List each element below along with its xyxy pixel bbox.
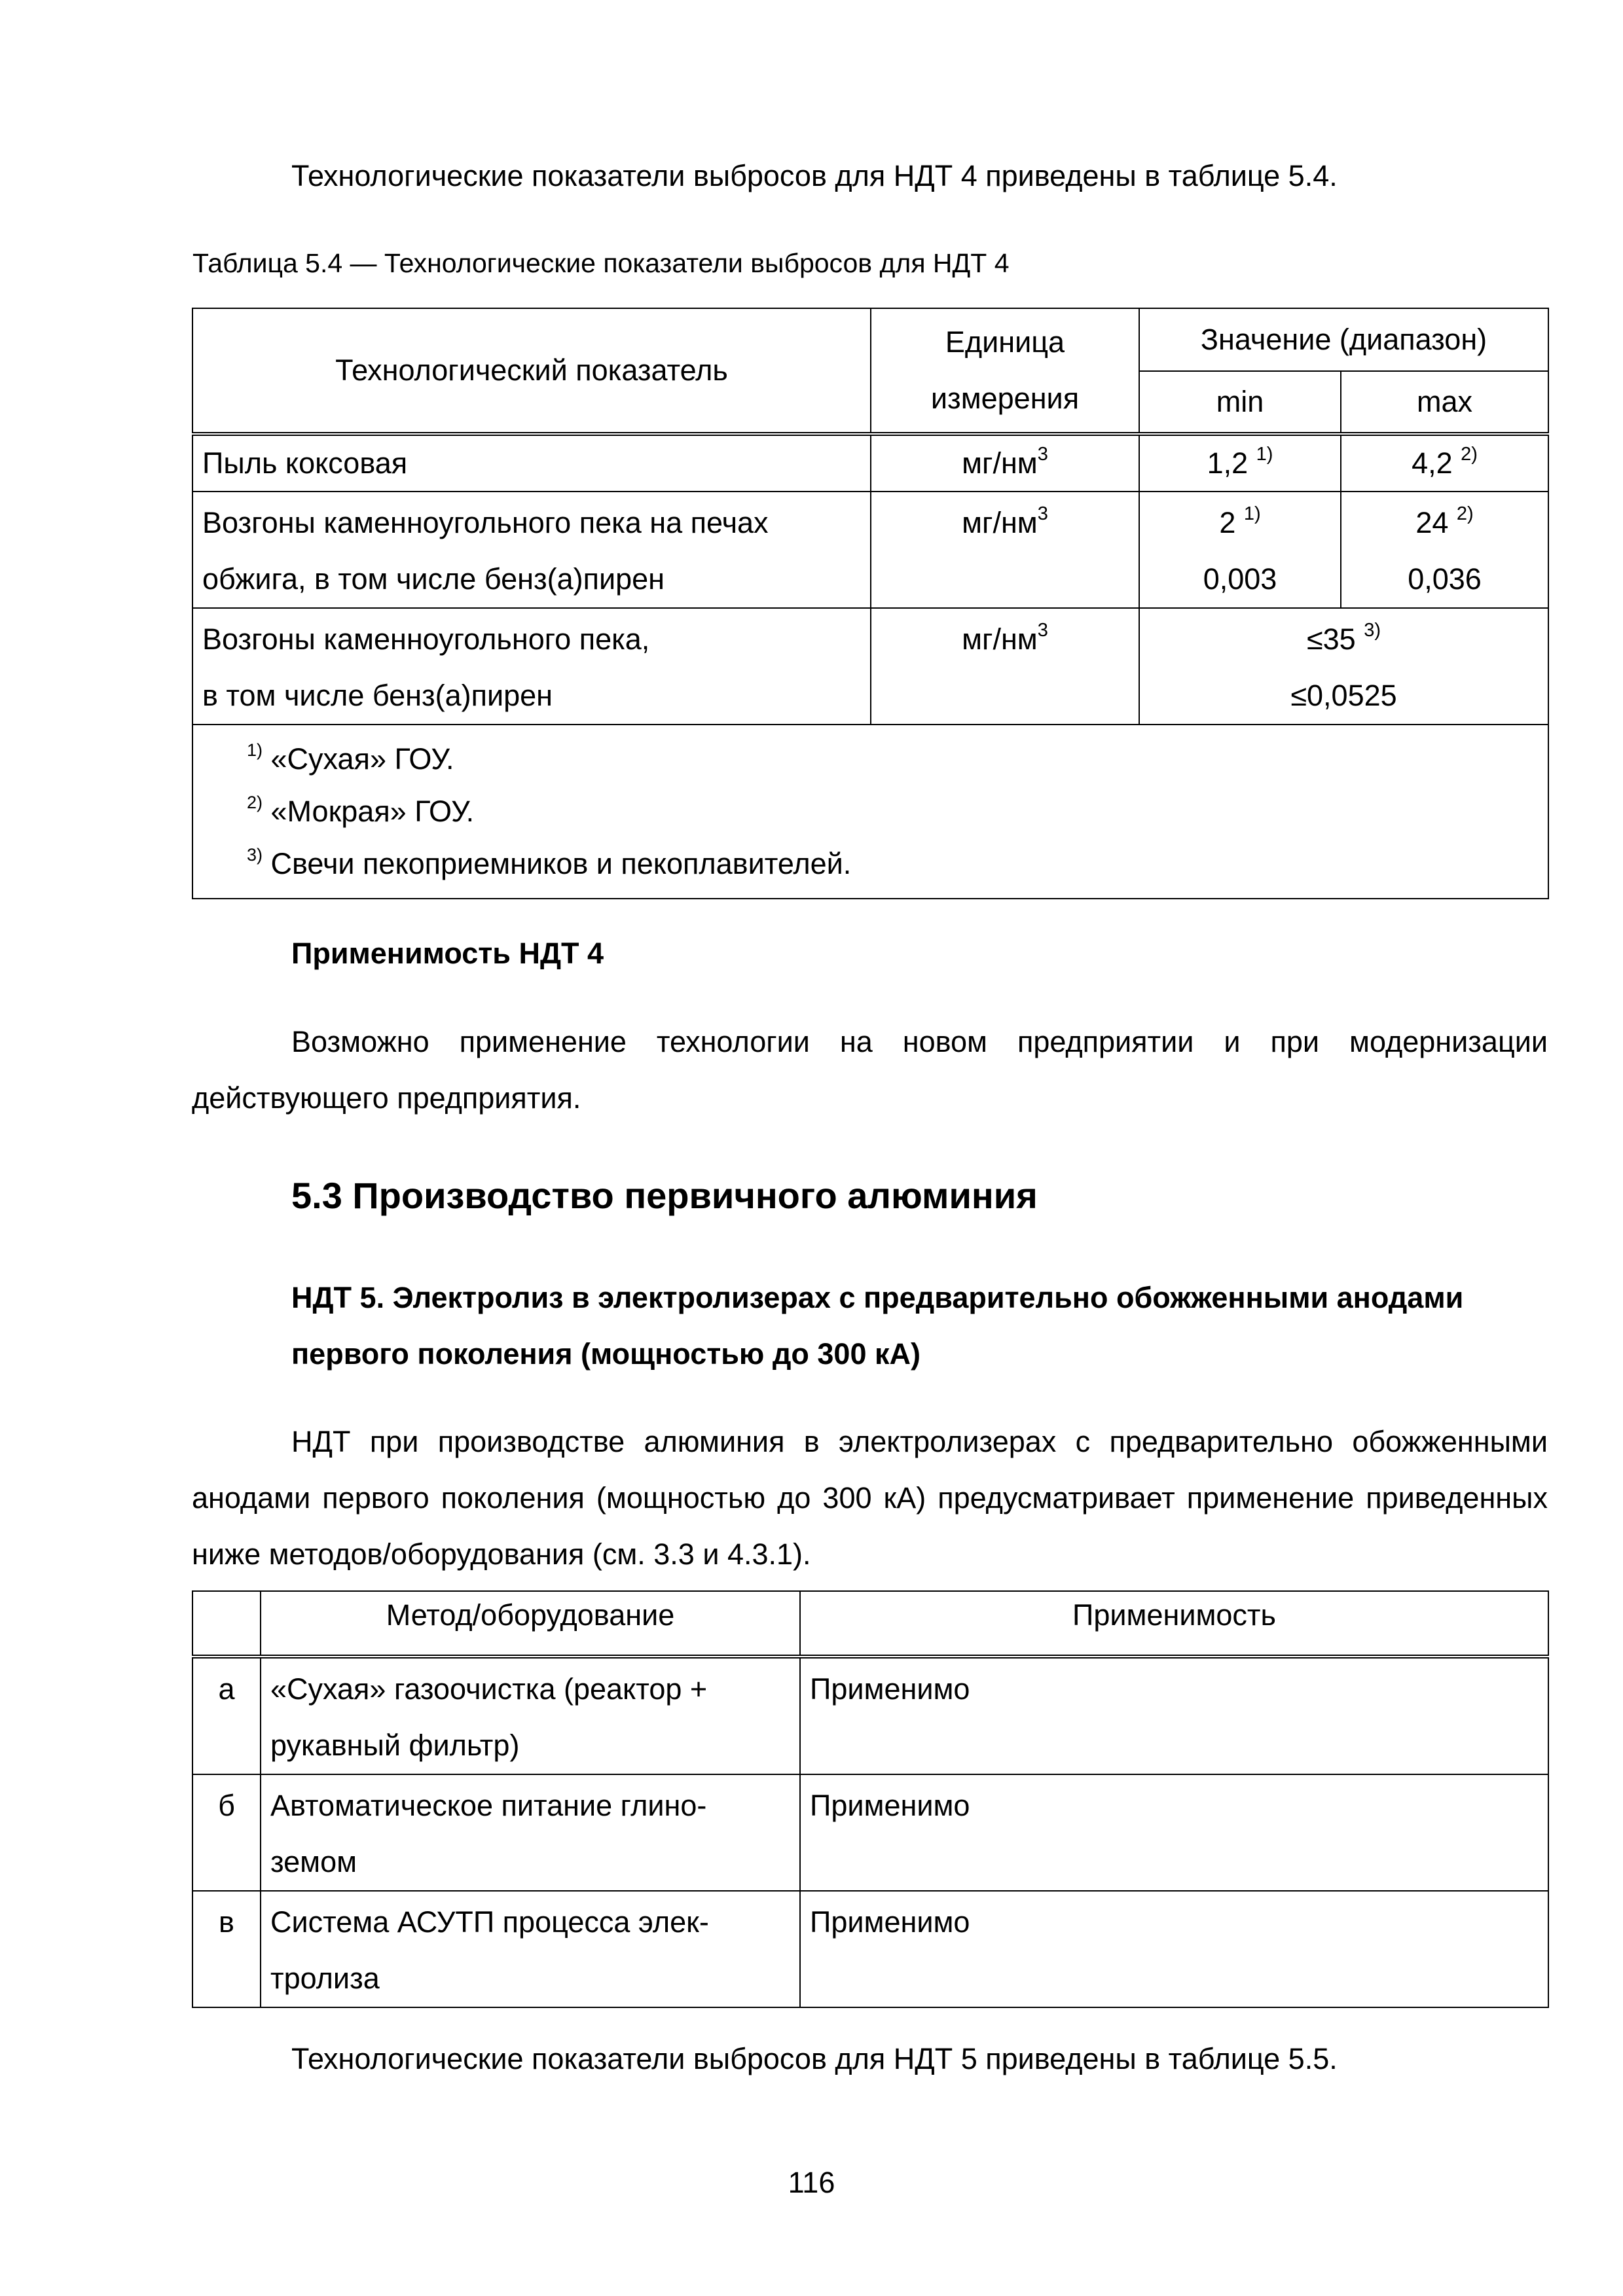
header-applicability: Применимость: [800, 1591, 1548, 1657]
ndt5-paragraph: НДТ при производстве алюминия в электролизерах с предварительно обожженными анодами первого поколения (мощностью до 300 кА) предусматривает применение приведенных ниже методов/оборудования (см. 3.3 и 4.3.1).: [192, 1425, 1548, 1571]
applicability-text: Возможно применение технологии на новом предприятии и при модернизации действующего предприятия.: [192, 1025, 1548, 1115]
emissions-table: [192, 308, 1549, 899]
table-row: [192, 492, 1548, 608]
row-unit: $мг/нм^3$: [871, 434, 1139, 492]
table-row: [192, 1774, 1548, 1891]
note-1: $^{1)}$ «Сухая» ГОУ.: [247, 740, 454, 776]
row-applicability: Применимо: [800, 1657, 1548, 1774]
section-heading: 5.3 Производство первичного алюминия: [291, 1175, 1038, 1216]
row-applicability: Применимо: [800, 1774, 1548, 1891]
row-name: Пыль коксовая: [192, 434, 871, 492]
header-value-range: Значение (диапазон): [1139, 308, 1548, 371]
row-max: 4,2 $^{2)}$: [1341, 434, 1548, 492]
row-min: 1,2 $^{1)}$: [1139, 434, 1341, 492]
header-min: min: [1139, 371, 1341, 434]
row-min: 2 $^{1)}$ 0,003: [1139, 492, 1341, 608]
header-unit: Единица измерения: [871, 308, 1139, 434]
table-row: [192, 1891, 1548, 2007]
page-number: 116: [788, 2166, 835, 2199]
table-notes: [192, 725, 1548, 899]
table-notes-row: [192, 725, 1548, 899]
header-max: max: [1341, 371, 1548, 434]
intro-paragraph: Технологические показатели выбросов для НДТ 4 приведены в таблице 5.4.: [291, 159, 1338, 192]
row-method: «Сухая» газоочистка (реактор + рукавный фильтр): [261, 1657, 800, 1774]
row-letter: а: [192, 1657, 261, 1774]
row-unit: $мг/нм^3$: [871, 492, 1139, 608]
row-name: Возгоны каменноугольного пека на печах обжига, в том числе бенз(а)пирен: [192, 492, 871, 608]
ndt5-heading: НДТ 5. Электролиз в электролизерах с предварительно обожженными анодами первого поколения (мощностью до 300 кА): [291, 1281, 1464, 1371]
row-value: ≤35 $^{3)}$ ≤0,0525: [1139, 608, 1548, 725]
row-method: Автоматическое питание глино- земом: [261, 1774, 800, 1891]
header-indicator: Технологический показатель: [192, 308, 871, 434]
table-row: [192, 1657, 1548, 1774]
row-letter: в: [192, 1891, 261, 2007]
note-2: $^{2)}$ «Мокрая» ГОУ.: [247, 793, 475, 828]
table-row: [192, 608, 1548, 725]
row-letter: б: [192, 1774, 261, 1891]
header-letter: [192, 1591, 261, 1657]
methods-table: [192, 1590, 1549, 2008]
row-name: Возгоны каменноугольного пека, в том числе бенз(а)пирен: [192, 608, 871, 725]
table-row: [192, 434, 1548, 492]
outro-paragraph: Технологические показатели выбросов для НДТ 5 приведены в таблице 5.5.: [291, 2042, 1338, 2075]
header-method: Метод/оборудование: [261, 1591, 800, 1657]
row-unit: $мг/нм^3$: [871, 608, 1139, 725]
row-max: 24 $^{2)}$ 0,036: [1341, 492, 1548, 608]
table-caption: Таблица 5.4 — Технологические показатели выбросов для НДТ 4: [192, 248, 1010, 278]
row-method: Система АСУТП процесса элек- тролиза: [261, 1891, 800, 2007]
note-3: $^{3)}$ Свечи пекоприемников и пекоплавителей.: [247, 845, 852, 880]
applicability-heading: Применимость НДТ 4: [291, 937, 604, 970]
row-applicability: Применимо: [800, 1891, 1548, 2007]
